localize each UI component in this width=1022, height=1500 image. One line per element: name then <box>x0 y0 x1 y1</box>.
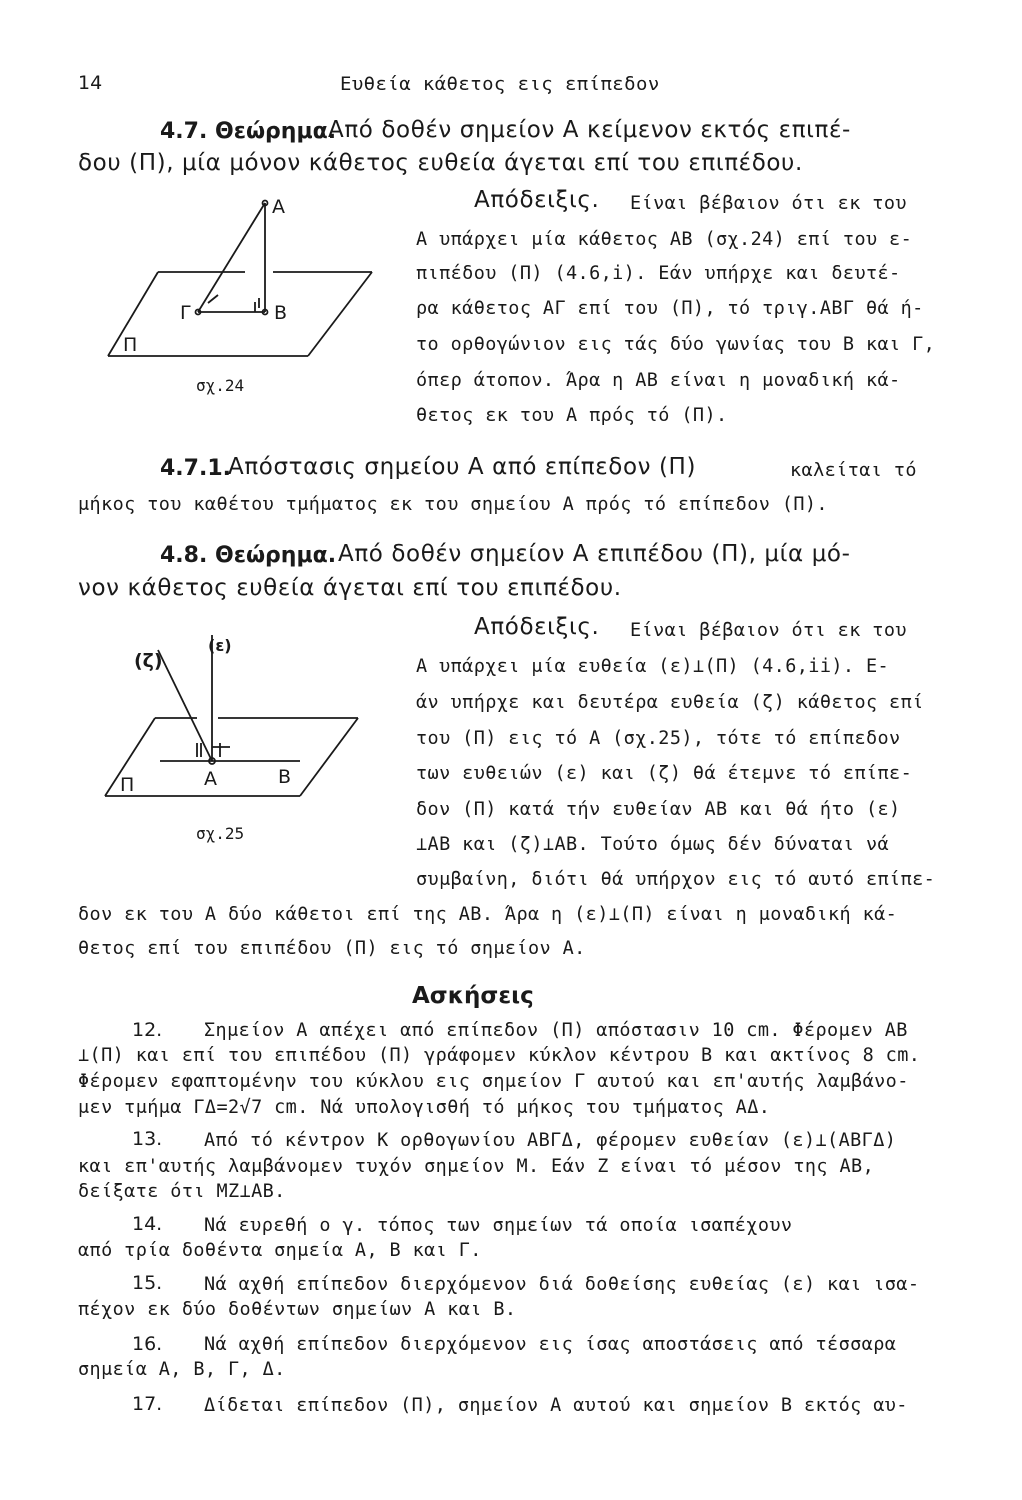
proof-4-7-line4: ρα κάθετος ΑΓ επί του (Π), τό τριγ.ΑΒΓ θά ή- <box>416 298 924 319</box>
proof-4-8-line2: Α υπάρχει μία ευθεία (ε)⊥(Π) (4.6,ii). Ε- <box>416 656 890 677</box>
proof-4-7-line1: Είναι βέβαιον ότι εκ του <box>630 193 907 214</box>
definition-4-7-1-line1: Απόστασις σημείου Α από επίπεδον (Π) <box>228 454 697 480</box>
page-number: 14 <box>78 72 103 94</box>
exercise-12-number: 12. <box>132 1019 163 1041</box>
fig25-label-B: B <box>278 766 292 788</box>
tick-mark-g <box>208 295 218 303</box>
proof-4-8-line8: συμβαίνη, διότι θά υπήρχον εις τό αυτό επίπε- <box>416 869 936 890</box>
theorem-4-7-heading: 4.7. Θεώρημα. <box>160 119 337 144</box>
exercise-13-line3: δείξατε ότι ΜΖ⊥ΑΒ. <box>78 1181 286 1202</box>
exercise-16-line2: σημεία Α, Β, Γ, Δ. <box>78 1359 286 1380</box>
proof-4-8-line10: θετος επί του επιπέδου (Π) εις τό σημείον Α. <box>78 938 586 959</box>
figure-25-caption: σχ.25 <box>196 824 245 843</box>
exercise-15-number: 15. <box>132 1272 163 1294</box>
running-title: Ευθεία κάθετος εις επίπεδον <box>340 73 660 95</box>
figure-24-caption: σχ.24 <box>196 376 245 395</box>
fig25-label-A: A <box>204 768 217 790</box>
exercise-12-line3: Φέρομεν εφαπτομένην του κύκλου εις σημείον Γ αυτού και επ'αυτής λαμβάνο- <box>78 1071 909 1092</box>
proof-4-7-label: Απόδειξις. <box>474 187 600 213</box>
proof-4-7-line5: το ορθογώνιον εις τάς δύο γωνίας του Β και Γ, <box>416 334 936 355</box>
fig24-label-B: B <box>274 302 288 324</box>
figure-24 <box>100 190 380 400</box>
exercises-title: Ασκήσεις <box>412 983 534 1009</box>
proof-4-8-line6: δον (Π) κατά τήν ευθείαν ΑΒ και θά ήτο (ε) <box>416 799 901 820</box>
proof-4-8-line1: Είναι βέβαιον ότι εκ του <box>630 620 907 641</box>
fig24-label-P: Π <box>123 334 138 356</box>
theorem-4-8-statement-line2: νον κάθετος ευθεία άγεται επί του επιπέδου. <box>78 575 622 601</box>
exercise-14-number: 14. <box>132 1213 163 1235</box>
figure-24-drawing <box>100 190 380 400</box>
definition-4-7-1-line2: μήκος του καθέτου τμήματος εκ του σημείου Α πρός τό επίπεδον (Π). <box>78 494 828 515</box>
exercise-16-number: 16. <box>132 1333 163 1355</box>
theorem-4-7-statement-line2: δου (Π), μία μόνον κάθετος ευθεία άγεται επί του επιπέδου. <box>78 150 803 176</box>
exercise-13-line1: Από τό κέντρον Κ ορθογωνίου ΑΒΓΔ, φέρομεν ευθείαν (ε)⊥(ΑΒΓΔ) <box>204 1130 897 1151</box>
proof-4-7-line3: πιπέδου (Π) (4.6,i). Εάν υπήρχε και δευτέ- <box>416 263 901 284</box>
line-zeta <box>158 650 212 761</box>
proof-4-8-line3: άν υπήρχε και δευτέρα ευθεία (ζ) κάθετος επί <box>416 692 924 713</box>
exercise-13-number: 13. <box>132 1128 163 1150</box>
exercise-17-line1: Δίδεται επίπεδον (Π), σημείον Α αυτού και σημείον Β εκτός αυ- <box>204 1395 908 1416</box>
proof-4-8-line4: του (Π) εις τό Α (σχ.25), τότε τό επίπεδον <box>416 728 901 749</box>
proof-4-8-label: Απόδειξις. <box>474 614 600 640</box>
proof-4-7-line6: όπερ άτοπον. Άρα η ΑΒ είναι η μοναδική κά- <box>416 370 901 391</box>
fig24-label-A: A <box>272 196 285 218</box>
fig24-label-G: Γ <box>180 302 191 324</box>
exercise-14-line1: Νά ευρεθή ο γ. τόπος των σημείων τά οποία ισαπέχουν <box>204 1215 793 1236</box>
theorem-4-8-statement-line1: Από δοθέν σημείον Α επιπέδου (Π), μία μό- <box>338 541 851 567</box>
fig25-label-zeta: (ζ) <box>134 650 163 672</box>
proof-4-8-line7: ⊥ΑΒ και (ζ)⊥ΑΒ. Τούτο όμως δέν δύναται νά <box>416 834 890 855</box>
exercise-17-number: 17. <box>132 1393 163 1415</box>
proof-4-8-line9: δον εκ του Α δύο κάθετοι επί της ΑΒ. Άρα η (ε)⊥(Π) είναι η μοναδική κά- <box>78 904 898 925</box>
proof-4-7-line7: θετος εκ του Α πρός τό (Π). <box>416 405 728 426</box>
exercise-12-line4: μεν τμήμα ΓΔ=2√7 cm. Νά υπολογισθή τό μήκος του τμήματος ΑΔ. <box>78 1097 771 1118</box>
exercise-15-line2: πέχον εκ δύο δοθέντων σημείων Α και Β. <box>78 1299 517 1320</box>
exercise-16-line1: Νά αχθή επίπεδον διερχόμενον εις ίσας αποστάσεις από τέσσαρα <box>204 1334 897 1355</box>
theorem-4-7-statement-line1: Από δοθέν σημείον Α κείμενον εκτός επιπέ- <box>328 117 851 143</box>
exercise-14-line2: από τρία δοθέντα σημεία Α, Β και Γ. <box>78 1240 482 1261</box>
proof-4-8-line5: των ευθειών (ε) και (ζ) θά έτεμνε τό επίπε- <box>416 763 913 784</box>
plane-right-edge <box>308 272 372 356</box>
figure-25 <box>100 630 370 810</box>
fig25-label-P: Π <box>120 774 135 796</box>
theorem-4-8-heading: 4.8. Θεώρημα. <box>160 543 337 568</box>
definition-4-7-1-heading: 4.7.1. <box>160 456 231 481</box>
exercise-12-line2: ⊥(Π) και επί του επιπέδου (Π) γράφομεν κύκλον κέντρου Β και ακτίνος 8 cm. <box>78 1045 921 1066</box>
proof-4-7-line2: Α υπάρχει μία κάθετος ΑΒ (σχ.24) επί του ε- <box>416 229 913 250</box>
plane-right-edge <box>300 718 358 796</box>
exercise-15-line1: Νά αχθή επίπεδον διερχόμενον διά δοθείσης ευθείας (ε) και ισα- <box>204 1274 920 1295</box>
exercise-13-line2: και επ'αυτής λαμβάνομεν τυχόν σημείον Μ. Εάν Ζ είναι τό μέσον της ΑΒ, <box>78 1156 875 1177</box>
segment-AG <box>198 203 265 312</box>
definition-4-7-1-line1-tail: καλείται τό <box>790 460 917 481</box>
fig25-label-epsilon: (ε) <box>208 636 232 655</box>
exercise-12-line1: Σημείον Α απέχει από επίπεδον (Π) απόστασιν 10 cm. Φέρομεν ΑΒ <box>204 1020 908 1041</box>
